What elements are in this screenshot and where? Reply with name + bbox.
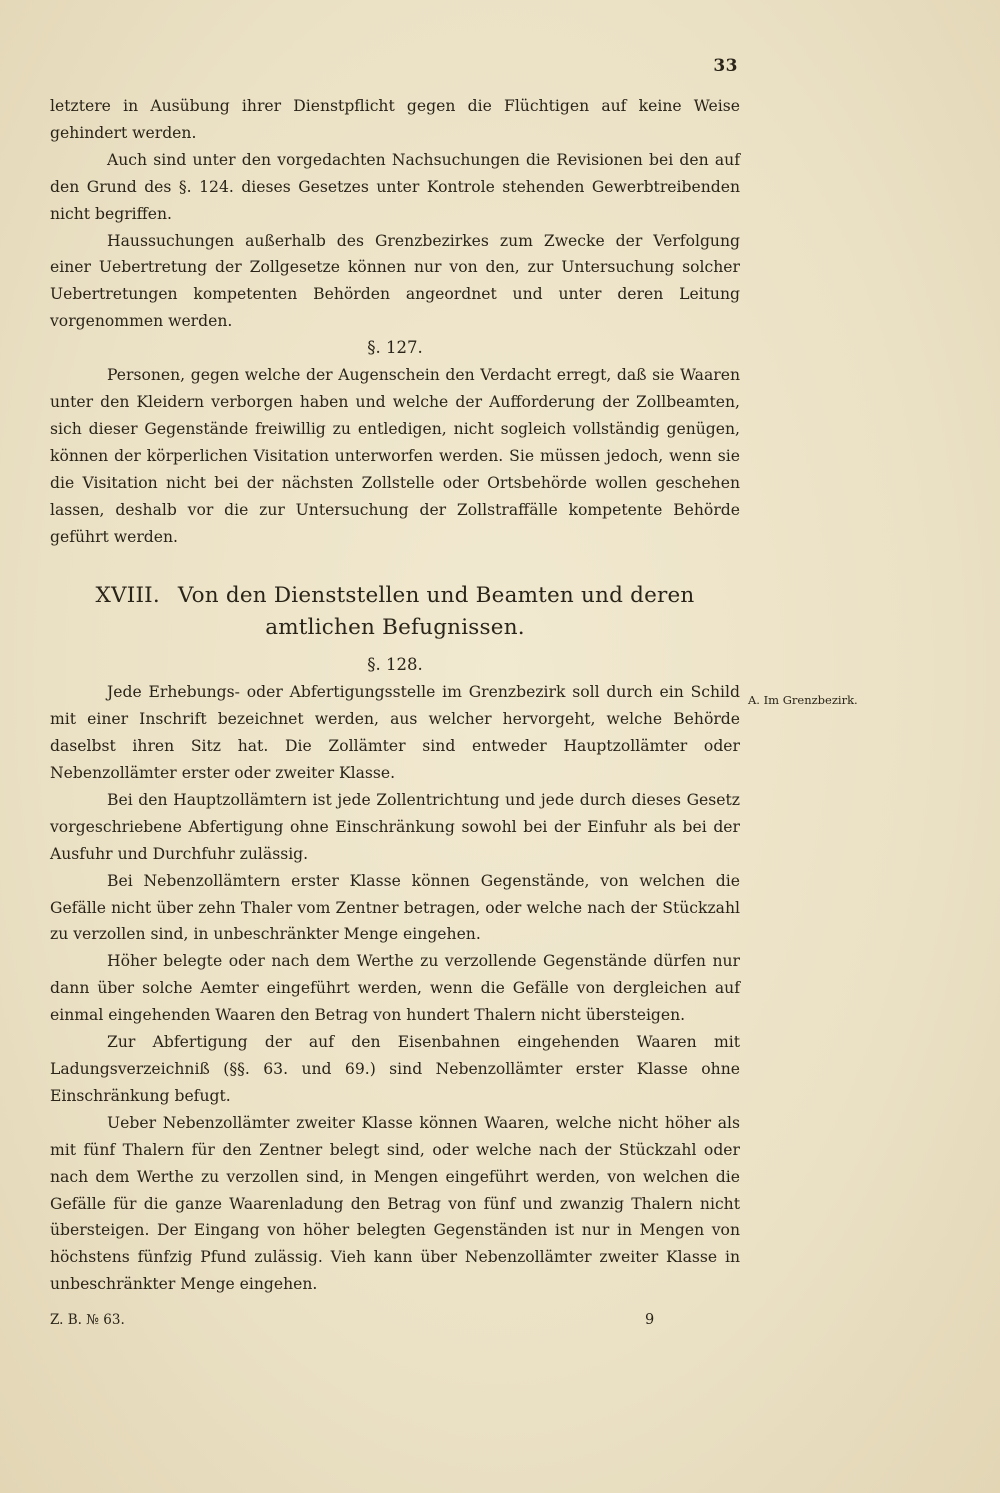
section-numeral: XVIII. [95, 583, 160, 609]
paragraph: Höher belegte oder nach dem Werthe zu verzollende Gegenstände dürfen nur dann über solche Aemter eingeführt werden, wenn die Gefälle von dergleichen auf einmal eingehenden Waaren den Betrag von hundert Thalern nicht übersteigen. [50, 952, 740, 1025]
footer-sheet-number: 9 [645, 1312, 655, 1328]
section-title: Von den Dienststellen und Beamten und deren amtlichen Befugnissen. [177, 583, 695, 641]
paragraph: Bei den Hauptzollämtern ist jede Zollentrichtung und jede durch dieses Gesetz vorgeschriebene Abfertigung ohne Einschränkung sowohl bei der Einfuhr als bei der Ausfuhr und Durchfuhr zulässig. [50, 790, 740, 863]
paragraph: Personen, gegen welche der Augenschein den Verdacht erregt, daß sie Waaren unter den Kleidern verborgen haben und welche der Aufforderung der Zollbeamten, sich dieser Gegenstände freiwillig zu entledigen, nicht sogleich vollständig genügen, können der körperlichen Visitation unterworfen werden. Sie müssen jedoch, wenn sie die Visitation nicht bei der nächsten Zollstelle oder Ortsbehörde wollen geschehen lassen, deshalb vor die zur Untersuchung der Zollstraffälle kompetente Behörde geführt werden. [50, 366, 740, 546]
paragraph: Haussuchungen außerhalb des Grenzbezirkes zum Zwecke der Verfolgung einer Uebertretung der Zollgesetze können nur von den, zur Untersuchung solcher Uebertretungen kompetenten Behörden angeordnet und unter deren Leitung vorgenommen werden. [50, 231, 740, 331]
paragraph: Auch sind unter den vorgedachten Nachsuchungen die Revisionen bei den auf den Grund des §. 124. dieses Gesetzes unter Kontrole stehenden Gewerbtreibenden nicht begriffen. [50, 150, 740, 223]
body-text [50, 93, 740, 1298]
paragraph: letztere in Ausübung ihrer Dienstpflicht gegen die Flüchtigen auf keine Weise gehindert werden. [50, 97, 740, 142]
paragraph: Zur Abfertigung der auf den Eisenbahnen eingehenden Waaren mit Ladungsverzeichniß (§§. 63. und 69.) sind Nebenzollämter erster Klasse ohne Einschränkung befugt. [50, 1033, 740, 1105]
section-heading [50, 580, 740, 644]
margin-note: A. Im Grenzbezirk. [748, 693, 858, 707]
section-mark-128: §. 128. [367, 655, 423, 675]
section-mark-127: §. 127. [367, 338, 423, 358]
paragraph: Jede Erhebungs- oder Abfertigungsstelle im Grenzbezirk soll durch ein Schild mit einer Inschrift bezeichnet werden, aus welcher hervorgeht, welche Behörde daselbst ihren Sitz hat. Die Zollämter sind entweder Hauptzollämter oder Nebenzollämter erster oder zweiter Klasse. [50, 683, 740, 783]
paragraph: Ueber Nebenzollämter zweiter Klasse können Waaren, welche nicht höher als mit fünf Thalern für den Zentner belegt sind, oder welche nach der Stückzahl oder nach dem Werthe zu verzollen sind, in Mengen eingeführt werden, von welchen die Gefälle für die ganze Waarenladung den Betrag von fünf und zwanzig Thalern nicht übersteigen. Der Eingang von höher belegten Gegenständen ist nur in Mengen von höchstens fünfzig Pfund zulässig. Vieh kann über Nebenzollämter zweiter Klasse in unbeschränkter Menge eingehen. [50, 1113, 740, 1294]
page-number: 33 [713, 56, 738, 76]
footer-signature-mark: Z. B. № 63. [50, 1312, 125, 1328]
paragraph: Bei Nebenzollämtern erster Klasse können Gegenstände, von welchen die Gefälle nicht über zehn Thaler vom Zentner betragen, oder welche nach der Stückzahl zu verzollen sind, in unbeschränkter Menge eingehen. [50, 871, 740, 944]
